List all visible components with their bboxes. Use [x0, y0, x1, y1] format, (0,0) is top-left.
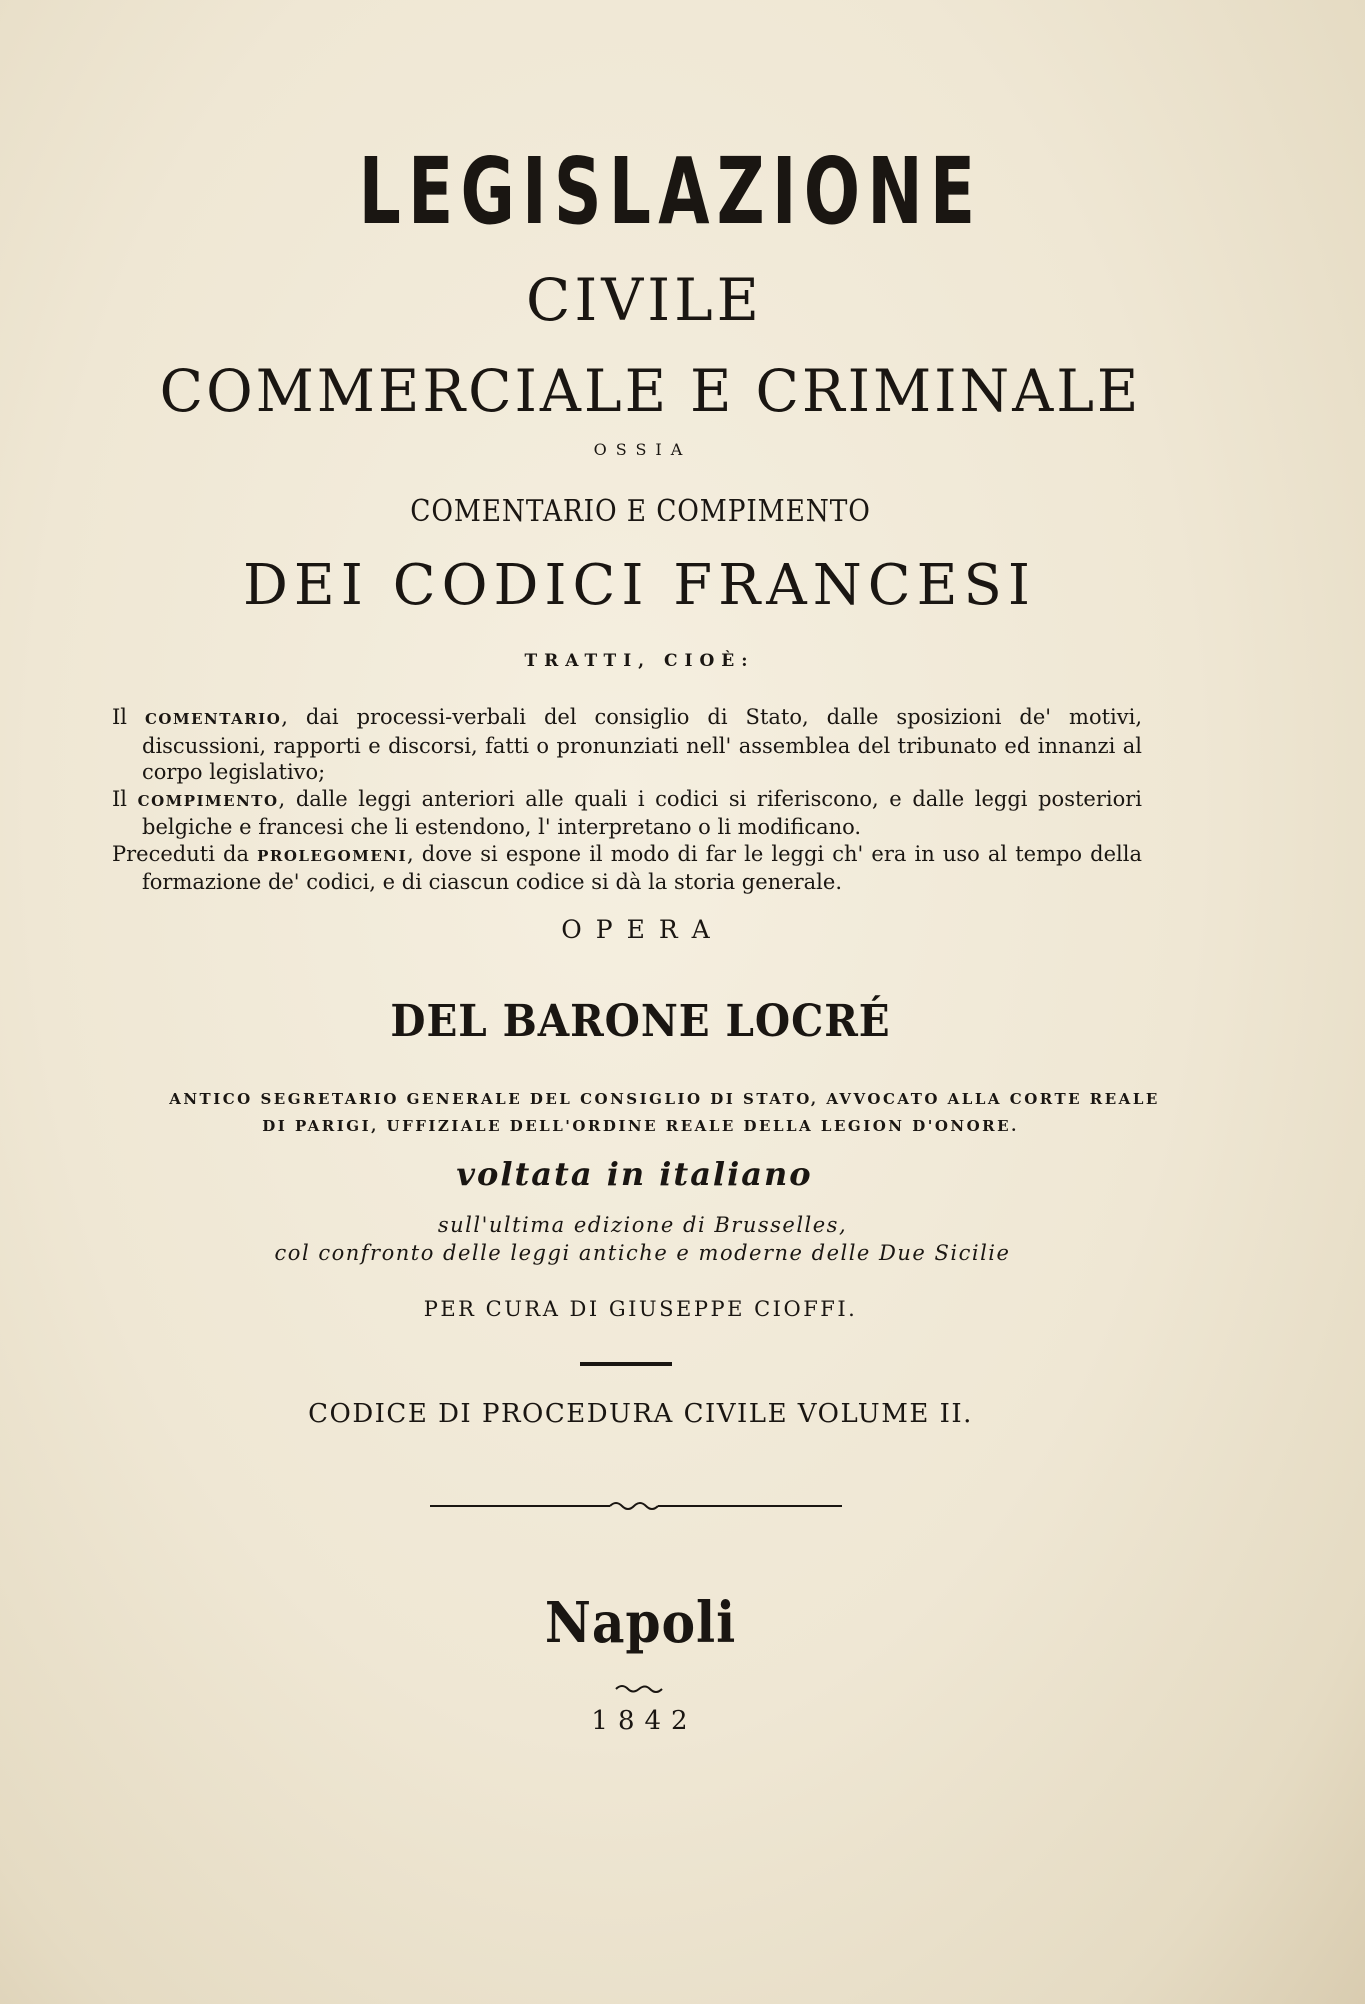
title-civile: CIVILE [526, 266, 763, 334]
title-connector: OSSIA [593, 440, 692, 459]
paragraph-caps: PROLEGOMENI [257, 846, 408, 865]
opera-label: OPERA [561, 915, 724, 944]
paragraph-prolegomeni [112, 841, 1142, 896]
author-name: DEL BARONE LOCRÉ [390, 996, 891, 1047]
translation-note: voltata in italiano [456, 1155, 813, 1193]
small-ornament [614, 1682, 664, 1696]
place-name: Napoli [544, 1590, 737, 1656]
paragraph-compimento [112, 786, 1142, 841]
paragraph-caps: COMENTARIO [144, 710, 282, 728]
volume-title: CODICE DI PROCEDURA CIVILE VOLUME II. [308, 1399, 973, 1429]
publication-year: 1842 [591, 1706, 698, 1736]
title-dei-codici: DEI CODICI FRANCESI [243, 553, 1036, 618]
ornamental-divider [430, 1498, 842, 1514]
author-title-line2: DI PARIGI, UFFIZIALE DELL'ORDINE REALE DELLA LEGION D'ONORE. [262, 1117, 1019, 1135]
paragraph-lead: Preceduti da [112, 841, 258, 866]
edition-line1: sull'ultima edizione di Brusselles, [437, 1213, 848, 1237]
paragraph-text: , dai processi-verbali del consiglio di Stato, dalle sposizioni de' motivi, discussioni, rapporti e discorsi, fatti o pronunziati nell' assemblea del tribunato ed innanzi al corpo legislativo; [142, 705, 1142, 784]
paragraph-lead: Il [112, 705, 145, 729]
title-commerciale: COMMERCIALE E CRIMINALE [159, 357, 1142, 425]
paragraph-caps: COMPIMENTO [137, 791, 279, 810]
divider-rule [580, 1362, 672, 1366]
paragraph-text: , dalle leggi anteriori alle quali i codici si riferiscono, e dalle leggi posteriori belgiche e francesi che li estendono, l' interpretano o li modificano. [142, 786, 1143, 839]
paragraph-comentario [112, 704, 1142, 786]
tratti-heading: TRATTI, CIOÈ: [524, 651, 755, 671]
editor-credit: PER CURA DI GIUSEPPE CIOFFI. [423, 1297, 858, 1321]
author-title-line1: ANTICO SEGRETARIO GENERALE DEL CONSIGLIO DI STATO, AVVOCATO ALLA CORTE REALE [169, 1090, 1160, 1108]
title-main: LEGISLAZIONE [358, 138, 983, 245]
paragraph-lead: Il [112, 786, 138, 811]
title-comentario: COMENTARIO E COMPIMENTO [410, 494, 871, 529]
edition-line2: col confronto delle leggi antiche e moderne delle Due Sicilie [274, 1241, 1011, 1265]
description-block [112, 704, 1142, 896]
paragraph-text: , dove si espone il modo di far le leggi ch' era in uso al tempo della formazione de' codici, e di ciascun codice si dà la storia generale. [142, 841, 1142, 894]
